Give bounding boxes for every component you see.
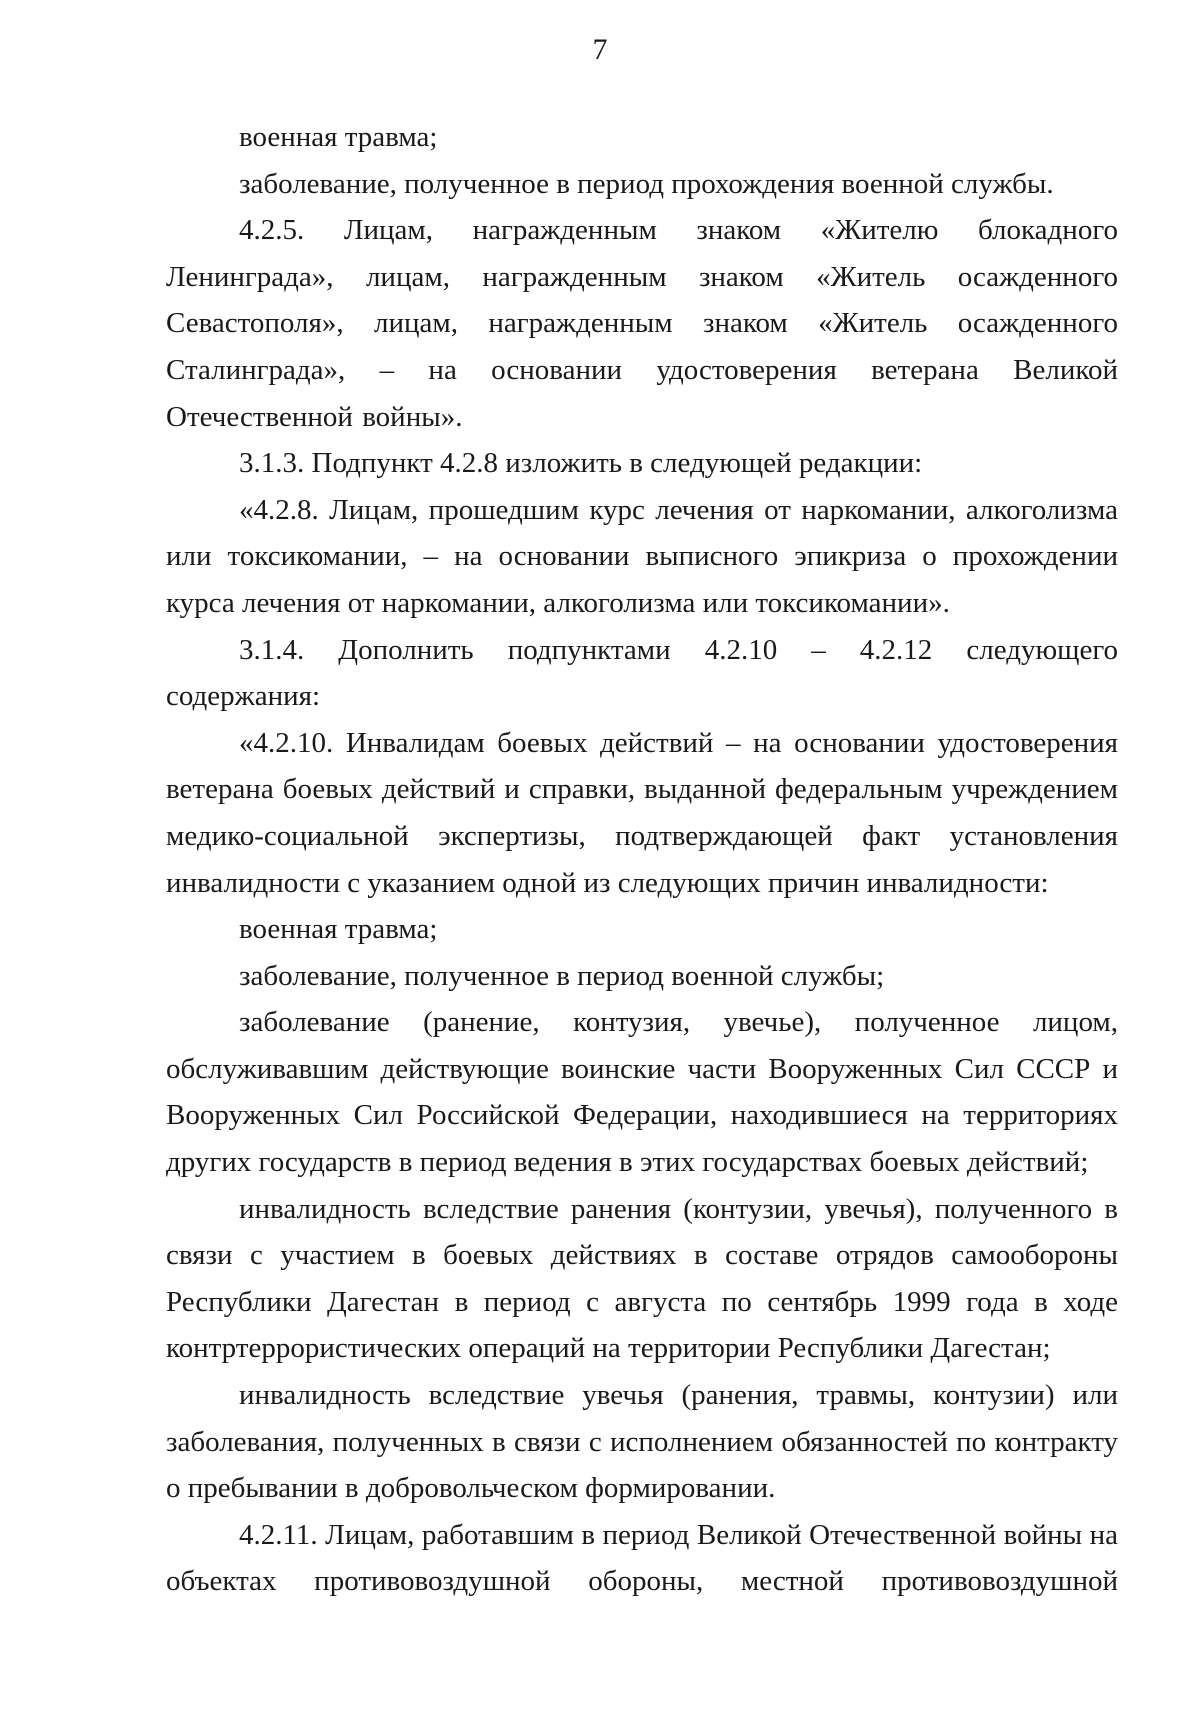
paragraph-4-2-11: 4.2.11. Лицам, работавшим в период Великой Отечественной войны на объектах противовоздушной обороны, местной противовоздушной (166, 1518, 1118, 1598)
list-item-volunteer-formation: инвалидность вследствие увечья (ранения, травмы, контузии) или заболевания, полученных в связи с исполнением обязанностей по контракту о пребывании в добровольческом формировании. (166, 1379, 1118, 1505)
paragraph-4-2-5: 4.2.5. Лицам, награжденным знаком «Жителю блокадного Ленинграда», лицам, награжденным знаком «Житель осажденного Севастополя», лицам, награжденным знаком «Житель осажденного Сталинграда», – на основании удостоверения ветерана Великой Отечественной войны». (166, 214, 1118, 433)
paragraph-4-2-8: «4.2.8. Лицам, прошедшим курс лечения от наркомании, алкоголизма или токсикомании, – на основании выписного эпикриза о прохождении курса лечения от наркомании, алкоголизма или токсикомании». (166, 493, 1118, 619)
list-item-dagestan-self-defense: инвалидность вследствие ранения (контузии, увечья), полученного в связи с участием в боевых действиях в составе отрядов самообороны Республики Дагестан в период с августа по сентябрь 1999 года в ходе контртеррористических операций на территории Республики Дагестан; (166, 1192, 1118, 1365)
list-item-service-illness: заболевание, полученное в период военной службы; (239, 959, 885, 992)
list-item-military-trauma: военная травма; (239, 913, 438, 946)
list-item-combat-injury: заболевание (ранение, контузия, увечье), полученное лицом, обслуживавшим действующие воинские части Вооруженных Сил СССР и Вооруженных Сил Российской Федерации, находившиеся на территориях других государств в период ведения в этих государствах боевых действий; (166, 1006, 1118, 1179)
paragraph-4-2-10: «4.2.10. Инвалидам боевых действий – на основании удостоверения ветерана боевых действий и справки, выданной федеральным учреждением медико-социальной экспертизы, подтверждающей факт установления инвалидности с указанием одной из следующих причин инвалидности: (166, 726, 1118, 899)
paragraph-3-1-4: 3.1.4. Дополнить подпунктами 4.2.10 – 4.2.12 следующего содержания: (166, 633, 1118, 713)
paragraph-military-trauma: военная травма; (239, 121, 438, 153)
paragraph-service-illness: заболевание, полученное в период прохождения военной службы. (239, 167, 1054, 200)
paragraph-3-1-3: 3.1.3. Подпункт 4.2.8 изложить в следующей редакции: (239, 447, 923, 480)
document-body (166, 114, 1118, 1605)
page-number: 7 (592, 33, 608, 66)
